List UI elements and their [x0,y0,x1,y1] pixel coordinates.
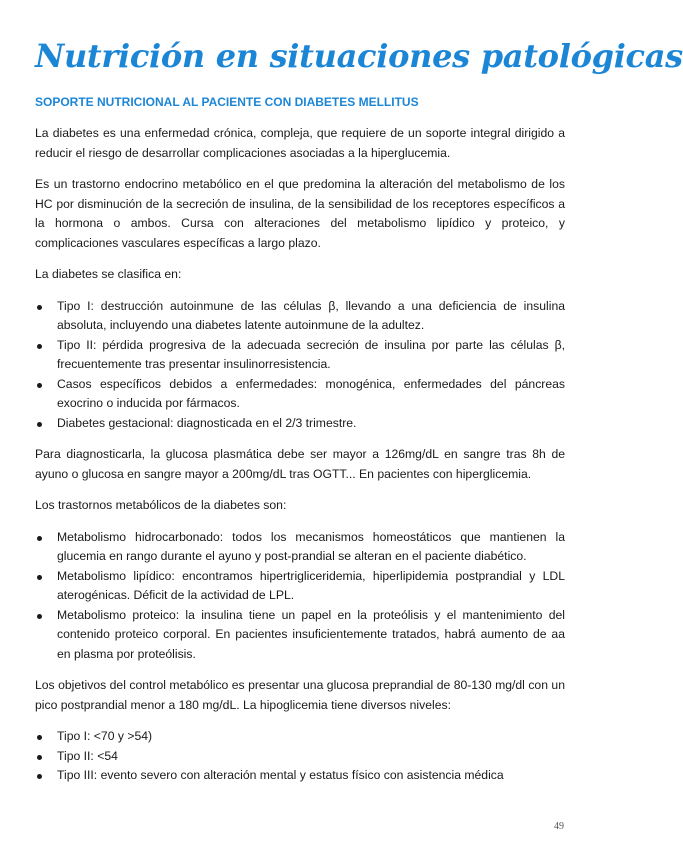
item-text: destrucción autoinmune de las células β, llevando a una deficiencia de insulina absoluta, incluyendo una diabetes latente autoinmune de la adultez. [57,298,565,332]
list-item [35,747,565,767]
list-item [35,375,565,414]
list-item [35,336,565,375]
list-item [35,297,565,336]
disorders-list [35,528,565,665]
item-text: diagnosticada en el 2/3 trimestre. [173,415,357,430]
bullet-icon [37,614,42,619]
document-body [35,124,565,798]
item-text: la insulina tiene un papel en la proteólisis y el mantenimiento del contenido proteico corporal. En pacientes insuficientemente tratados, habrá aumento de aa en plasma por proteólisis. [57,607,565,661]
item-term: Casos específicos debidos a enfermedades: [57,376,318,391]
item-term: Metabolismo proteico: [57,607,180,622]
page-title: Nutrición en situaciones patológicas [35,37,683,75]
intro-paragraph: La diabetes es una enfermedad crónica, compleja, que requiere de un soporte integral dirigido a reducir el riesgo de desarrollar complicaciones asociadas a la hiperglucemia. [35,126,565,160]
item-term: Diabetes gestacional: [57,415,174,430]
bullet-icon [37,305,42,310]
bullet-icon [37,575,42,580]
classification-list [35,297,565,434]
item-text: pérdida progresiva de la adecuada secreción de insulina por parte las células β, frecuentemente tras presentar insulinorresistencia. [57,337,565,371]
bullet-icon [37,344,42,349]
item-text: todos los mecanismos homeostáticos que mantienen la glucemia en rango durante el ayuno y post-prandial se alteran en el paciente diabético. [57,529,565,563]
diagnosis-paragraph: Para diagnosticarla, la glucosa plasmática debe ser mayor a 126mg/dL en sangre tras 8h de ayuno o glucosa en sangre mayor a 200mg/dL tras OGTT... En pacientes con hiperglicemia. [35,447,565,481]
bullet-icon [37,735,42,740]
page-number: 49 [554,821,564,832]
item-term: Tipo II: [57,748,94,763]
objectives-paragraph: Los objetivos del control metabólico es presentar una glucosa preprandial de 80-130 mg/dl con un pico postprandial menor a 180 mg/dL. La hipoglicemia tiene diversos niveles: [35,678,565,712]
bullet-icon [37,755,42,760]
bullet-icon [37,536,42,541]
bullet-icon [37,774,42,779]
definition-paragraph: Es un trastorno endocrino metabólico en el que predomina la alteración del metabolismo de los HC por disminución de la secreción de insulina, de la sensibilidad de los receptores específicos a la hormona o ambos. Cursa con alteraciones del metabolismo lipídico y proteico, y complicaciones vasculares específicas a largo plazo. [35,177,565,250]
item-term: Tipo I: [57,298,94,313]
section-heading: SOPORTE NUTRICIONAL AL PACIENTE CON DIABETES MELLITUS [35,95,419,109]
hypoglycemia-list [35,727,565,786]
list-item [35,766,565,786]
bullet-icon [37,422,42,427]
item-text: encontramos hipertrigliceridemia, hiperlipidemia postprandial y LDL aterogénicas. Déficit de la actividad de LPL. [57,568,565,602]
item-text: monogénica, enfermedades del páncreas exocrino o inducida por fármacos. [57,376,565,410]
classification-intro: La diabetes se clasifica en: [35,267,182,281]
list-item [35,606,565,665]
bullet-icon [37,383,42,388]
item-term: Tipo I: [57,729,91,743]
item-term: Tipo II: [57,337,97,352]
list-item [35,414,565,434]
list-item [35,528,565,567]
list-item [35,567,565,606]
item-text: <70 y >54) [90,729,153,743]
item-text: <54 [93,748,118,763]
item-text: evento severo con alteración mental y estatus físico con asistencia médica [97,768,504,782]
disorders-intro: Los trastornos metabólicos de la diabetes son: [35,498,287,512]
item-term: Metabolismo hidrocarbonado: [57,529,224,544]
list-item [35,727,565,747]
item-term: Metabolismo lipídico: [57,568,175,583]
item-term: Tipo III: [57,768,98,782]
